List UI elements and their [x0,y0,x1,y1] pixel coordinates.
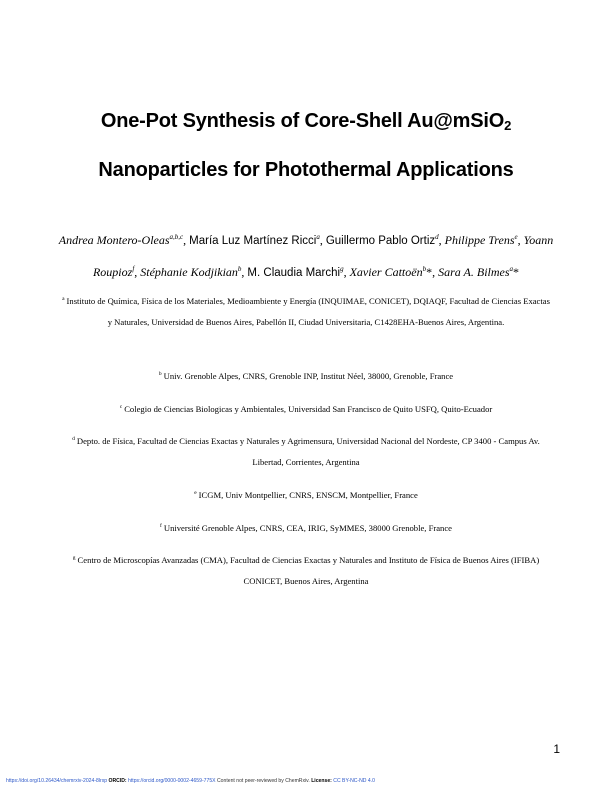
author-affiliation-mark: g [340,265,344,273]
author-name: Sara A. Bilmes [438,265,510,279]
author [59,233,189,247]
affiliation-text: Depto. de Física, Facultad de Ciencias Exactas y Naturales y Agrimensura, Universidad Nacional del Nordeste, CP 3400 - Campus Av. Libertad, Corrientes, Argentina [76,436,540,467]
affiliation-mark: a [62,296,65,302]
affiliation-text: Centro de Microscopías Avanzadas (CMA), Facultad de Ciencias Exactas y Naturales and Instituto de Física de Buenos Aires (IFIBA) CONICET, Buenos Aires, Argentina [77,555,540,586]
affiliation-e [60,483,552,506]
license-label: License: [311,778,332,784]
author-name: Andrea Montero-Oleas [58,233,170,247]
affiliation-text: Univ. Grenoble Alpes, CNRS, Grenoble INP, Institut Néel, 38000, Grenoble, France [163,371,454,381]
affiliation-mark: g [72,555,76,561]
author-name: M. Claudia Marchi [247,267,341,279]
review-note: Content not peer-reviewed by ChemRxiv. [216,778,310,784]
title-main-text: One-Pot Synthesis of Core-Shell Au@mSiO [100,110,505,132]
doi-link[interactable]: https://doi.org/10.26434/chemrxiv-2024-8lrxp [6,778,108,784]
author-name: Guillermo Pablo Ortiz [325,235,436,247]
author-separator: * [513,265,520,279]
affiliation-f [60,516,552,539]
author-affiliation-mark: f [132,265,135,273]
affiliation-text: Colegio de Ciencias Biologicas y Ambientales, Universidad San Francisco de Quito USFQ, Quito-Ecuador [124,404,493,414]
affiliation-mark: d [72,436,75,442]
affiliation-mark: f [160,523,162,529]
author-list [50,223,562,287]
author-name: María Luz Martínez Ricci [189,235,317,247]
affiliation-text: ICGM, Univ Montpellier, CNRS, ENSCM, Montpellier, France [198,490,418,500]
author-separator: *, [426,265,439,279]
author-name: Xavier Cattoën [349,265,423,279]
affiliation-mark: b [158,371,162,377]
author [247,265,349,279]
author [326,233,445,247]
affiliation-g [60,548,552,592]
author [140,265,247,279]
author [189,233,326,247]
author [445,233,521,247]
author-affiliation-mark: b [237,265,242,273]
author-affiliation-mark: b [422,265,427,273]
author-affiliation-mark: a,b,c [169,233,184,241]
paper-title-line-2: Nanoparticles for Photothermal Applications [98,159,514,181]
paper-title-line-1 [0,110,612,133]
orcid-label: ORCID: [108,778,127,784]
author-separator: , [343,265,350,279]
author-separator: , [134,265,141,279]
author-separator: , [241,265,248,279]
affiliation-text: Université Grenoble Alpes, CNRS, CEA, IRIG, SyMMES, 38000 Grenoble, France [163,523,452,533]
author-separator: , [319,233,326,247]
orcid-link[interactable]: https://orcid.org/0000-0002-4659-775X [128,778,216,784]
affiliation-mark: e [194,490,197,496]
affiliation-d [60,429,552,473]
author [350,265,438,279]
affiliation-mark: c [119,404,123,410]
affiliation-a [60,289,552,333]
affiliation-b [60,364,552,387]
author-name: Yoann Roupioz [92,233,554,279]
title-subscript: 2 [504,118,512,133]
author-affiliation-mark: e [514,233,518,241]
license-link[interactable]: CC BY-NC-ND 4.0 [333,778,375,784]
affiliation-text: Instituto de Química, Física de los Materiales, Medioambiente y Energía (INQUIMAE, CONICET), DQIAQF, Facultad de Ciencias Exactas y Naturales, Universidad de Buenos Aires, Pabellón II, Ciudad Universitaria, C1428EHA-Buenos Aires, Argentina. [66,296,550,327]
author-affiliation-mark: a [509,265,514,273]
author-separator: , [183,233,190,247]
author-name: Stéphanie Kodjikian [140,265,238,279]
author [438,265,519,279]
footer [6,778,606,784]
author-separator: , [517,233,521,247]
author-affiliation-mark: a [316,233,320,241]
author-affiliation-mark: d [435,233,439,241]
page-number: 1 [553,742,560,756]
author-name: Philippe Trens [444,233,515,247]
author-separator: , [438,233,445,247]
affiliation-c [60,397,552,420]
